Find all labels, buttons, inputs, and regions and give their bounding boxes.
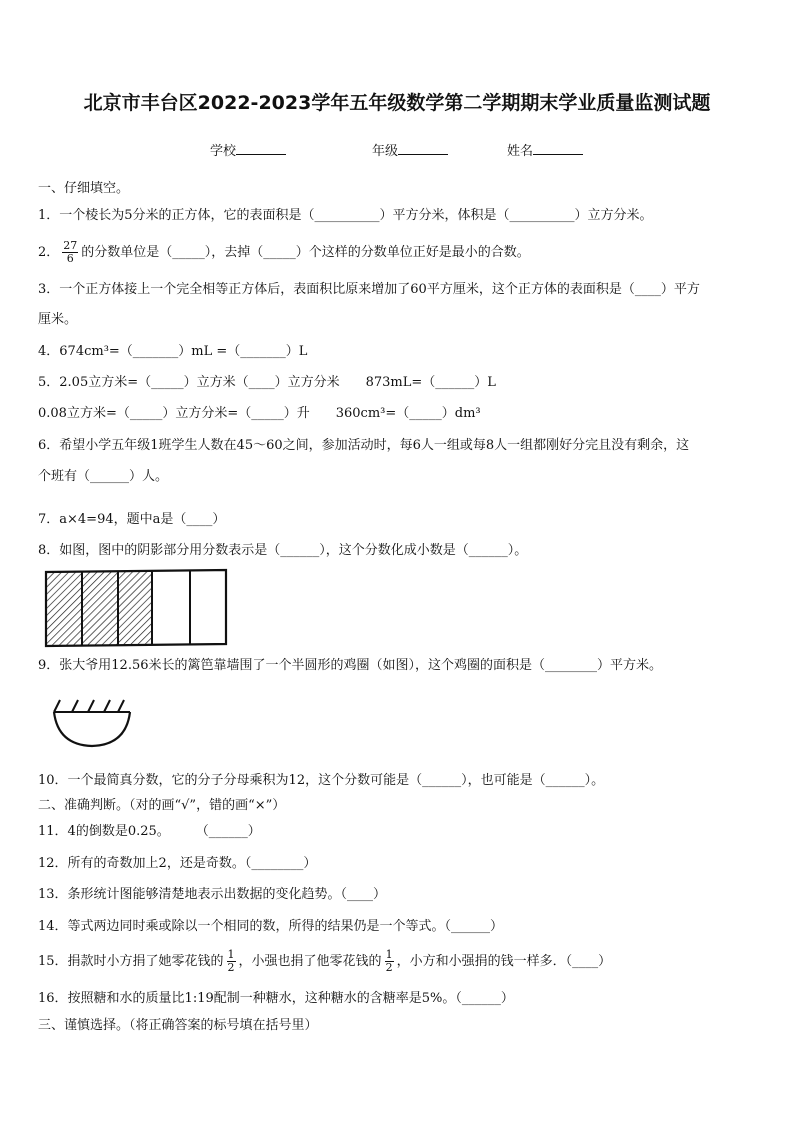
shaded-part-3 xyxy=(118,572,152,645)
question-6-line1: 6．希望小学五年级1班学生人数在45～60之间，参加活动时，每6人一组或每8人一组都刚好分完且没有剩余，这 xyxy=(38,438,690,453)
name-field xyxy=(507,140,583,159)
question-8: 8．如图，图中的阴影部分用分数表示是（______），这个分数化成小数是（______）。 xyxy=(38,543,528,558)
shaded-rectangle-figure xyxy=(44,568,230,648)
question-10: 10．一个最简真分数，它的分子分母乘积为12，这个分数可能是（______），也可能是（______）。 xyxy=(38,773,605,788)
page-title: 北京市丰台区2022-2023学年五年级数学第二学期期末学业质量监测试题 xyxy=(83,92,711,114)
name-label: 姓名 xyxy=(507,144,534,159)
school-field xyxy=(210,140,286,159)
question-9: 9．张大爷用12.56米长的篱笆靠墙围了一个半圆形的鸡圈（如图），这个鸡圈的面积是（________）平方米。 xyxy=(38,658,662,673)
question-11: 11．4的倒数是0.25。 （______） xyxy=(38,824,261,839)
question-3-line1: 3．一个正方体接上一个完全相等正方体后，表面积比原来增加了60平方厘米，这个正方体的表面积是（____）平方 xyxy=(38,282,700,297)
name-blank[interactable] xyxy=(533,142,583,155)
school-blank[interactable] xyxy=(236,142,286,155)
fraction-27-6: $\frac{27}{6}$ xyxy=(63,239,78,265)
question-16: 16．按照糖和水的质量比1:19配制一种糖水，这种糖水的含糖率是5%。（______） xyxy=(38,991,514,1006)
shaded-part-1 xyxy=(46,572,82,645)
question-6-line2: 个班有（______）人。 xyxy=(38,469,169,484)
section-2-heading: 二、准确判断。（对的画“√”，错的画“×”） xyxy=(38,798,286,813)
question-5-line1: 5．2.05立方米=（_____）立方米（____）立方分米 873mL=（______）L xyxy=(38,375,496,390)
question-12: 12．所有的奇数加上2，还是奇数。（________） xyxy=(38,856,317,871)
section-1-heading: 一、仔细填空。 xyxy=(38,181,130,196)
question-1: 1．一个棱长为5分米的正方体，它的表面积是（__________）平方分米，体积是（__________）立方分米。 xyxy=(38,208,653,223)
question-14: 14．等式两边同时乘或除以一个相同的数，所得的结果仍是一个等式。（______） xyxy=(38,919,504,934)
school-label: 学校 xyxy=(210,144,237,159)
section-3-heading: 三、谨慎选择。（将正确答案的标号填在括号里） xyxy=(38,1018,318,1033)
question-7: 7．a×4=94，题中a是（____） xyxy=(38,512,226,527)
grade-label: 年级 xyxy=(372,144,399,159)
shaded-part-2 xyxy=(82,572,118,645)
fraction-one-half-a: $\frac{1}{2}$ xyxy=(227,948,235,974)
question-2: 2． $\frac{27}{6}$ 的分数单位是（_____），去掉（_____）个这样的分数单位正好是最小的合数。 xyxy=(38,239,530,265)
semicircle-coop-figure xyxy=(48,690,138,752)
question-15: 15．捐款时小方捐了她零花钱的 $\frac{1}{2}$ ，小强也捐了他零花钱的 $\frac{1}{2}$ ，小方和小强捐的钱一样多．（____） xyxy=(38,948,612,974)
question-3-line2: 厘米。 xyxy=(38,312,78,327)
fraction-one-half-b: $\frac{1}{2}$ xyxy=(385,948,393,974)
grade-field xyxy=(372,140,448,159)
question-13: 13．条形统计图能够清楚地表示出数据的变化趋势。（____） xyxy=(38,887,387,902)
question-5-line2: 0.08立方米=（_____）立方分米=（_____）升 360cm³=（_____）dm³ xyxy=(38,406,481,421)
question-4: 4．674cm³=（_______）mL =（_______）L xyxy=(38,344,308,359)
grade-blank[interactable] xyxy=(398,142,448,155)
